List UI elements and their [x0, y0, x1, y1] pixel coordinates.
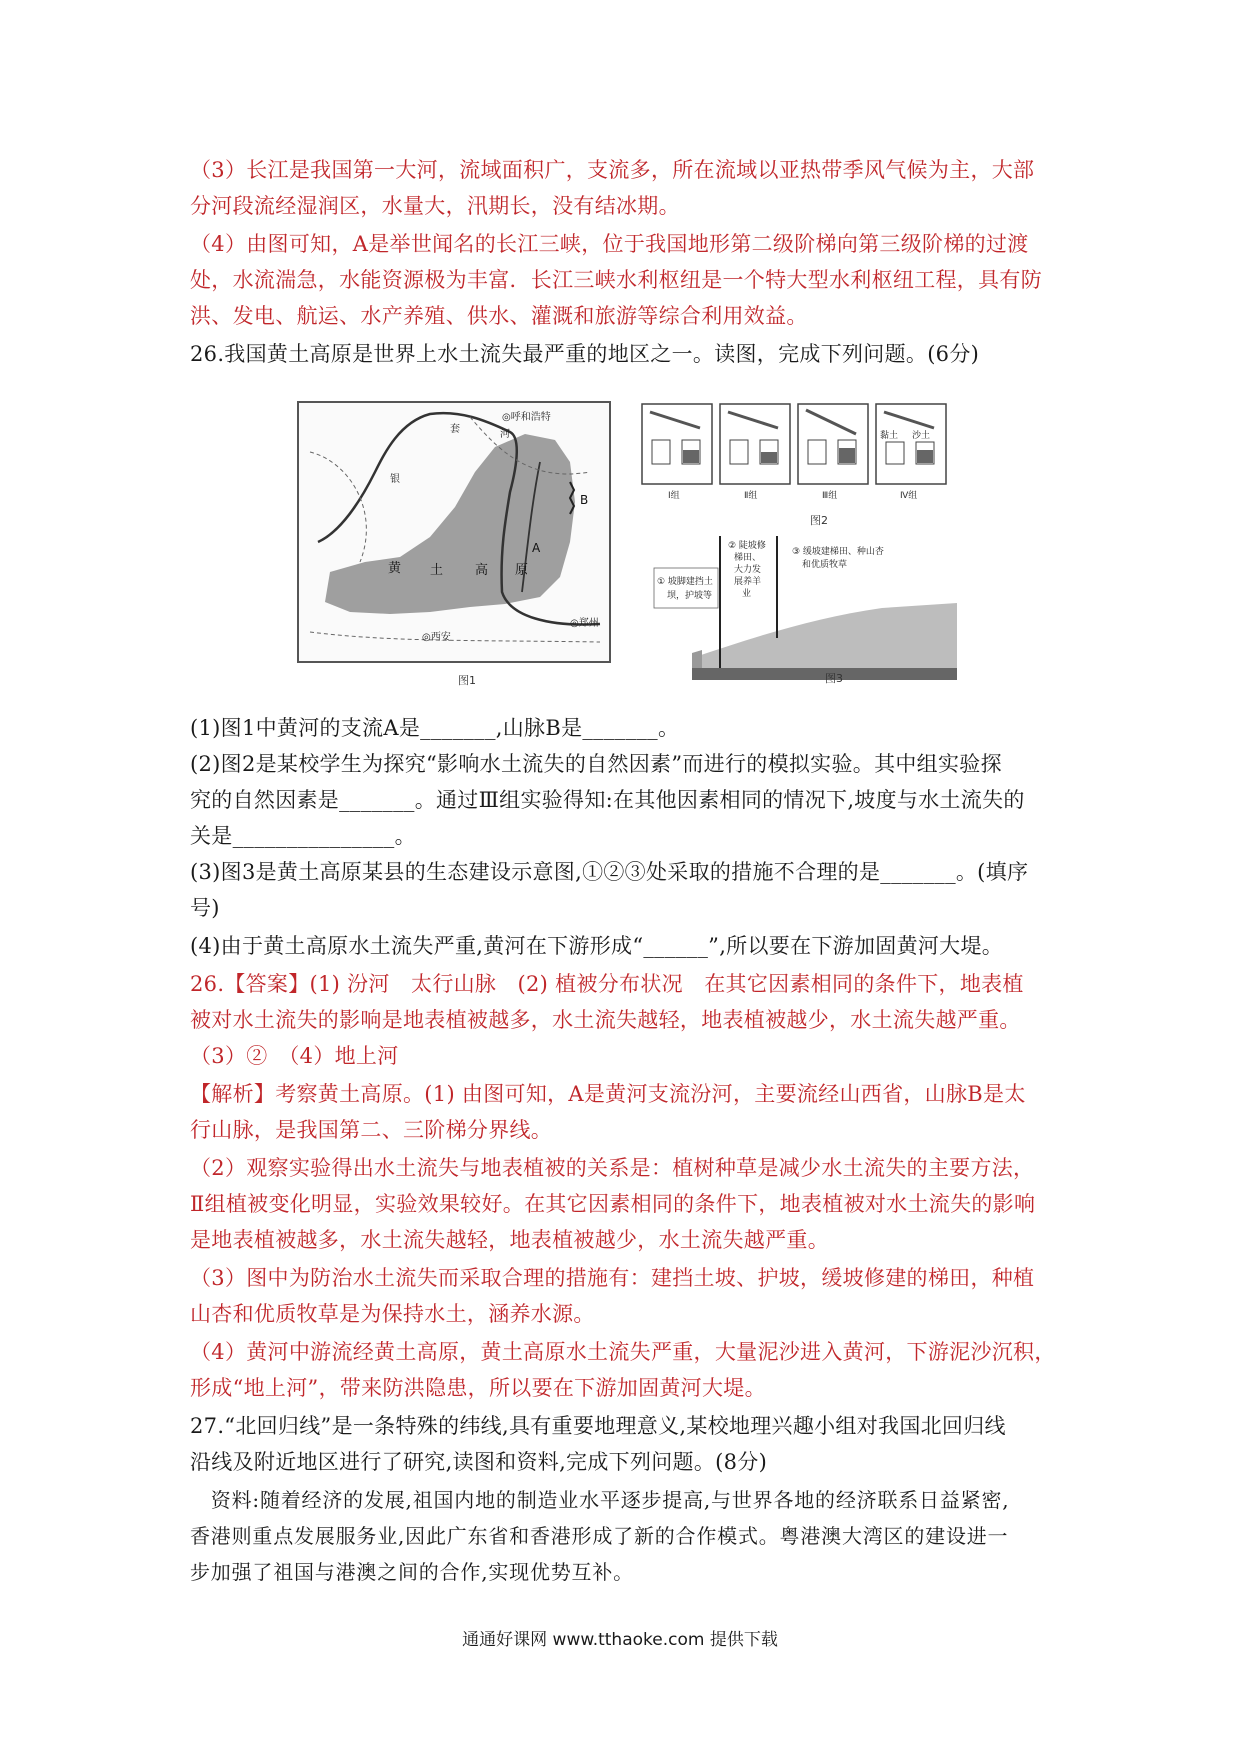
group-label: Ⅱ组	[744, 491, 758, 501]
measure-1-line: 坝，护坡等	[667, 591, 713, 601]
label-sand: 沙土	[912, 431, 931, 441]
analysis-26: Ⅱ组植被变化明显，实验效果较好。在其它因素相同的条件下，地表植被对水土流失的影响	[190, 1192, 1036, 1216]
question-26-2: 究的自然因素是_______。通过Ⅲ组实验得知:在其他因素相同的情况下,坡度与水土流失的	[190, 788, 1025, 812]
analysis-26: 行山脉，是我国第二、三阶梯分界线。	[190, 1118, 553, 1142]
group-1-setup	[642, 404, 712, 484]
map-label-yin: 银	[390, 474, 400, 485]
material-text: 香港则重点发展服务业,因此广东省和香港形成了新的合作模式。粤港澳大湾区的建设进一	[190, 1524, 1009, 1548]
question-27-stem: 沿线及附近地区进行了研究,读图和资料,完成下列问题。(8分)	[190, 1450, 768, 1474]
map-label-tao: 套	[450, 424, 460, 435]
analysis-26: 【解析】考察黄土高原。(1) 由图可知，A是黄河支流汾河，主要流经山西省，山脉B是太	[190, 1082, 1026, 1106]
label-clay: 黏土	[880, 431, 899, 441]
answer-26: （3）② （4）地上河	[190, 1044, 399, 1068]
loess-plateau-map	[270, 392, 620, 692]
measure-1-line: ① 坡脚建挡土	[657, 577, 713, 587]
group-label: Ⅲ组	[822, 491, 838, 501]
question-26-stem: 26.我国黄土高原是世界上水土流失最严重的地区之一。读图，完成下列问题。(6分)	[190, 342, 980, 366]
map-label-a: A	[532, 541, 541, 555]
map-label-yuan: 原	[515, 563, 529, 578]
figure-1-map	[270, 392, 620, 692]
answer-26: 26.【答案】(1) 汾河 太行山脉 (2) 植被分布状况 在其它因素相同的条件下，地表植	[190, 972, 1024, 996]
figure-2-caption: 图2	[810, 514, 828, 527]
text-line: 分河段流经湿润区，水量大，汛期长，没有结冰期。	[190, 194, 680, 218]
measure-2-line: 展养羊	[734, 577, 762, 587]
material-text: 步加强了祖国与港澳之间的合作,实现优势互补。	[190, 1560, 634, 1584]
analysis-26: 山杏和优质牧草是为保持水土，涵养水源。	[190, 1302, 595, 1326]
text-line: 处，水流湍急，水能资源极为丰富．长江三峡水利枢纽是一个特大型水利枢纽工程，具有防	[190, 268, 1042, 292]
measure-2-line: 业	[742, 589, 752, 599]
group-label: Ⅰ组	[668, 491, 680, 501]
city-label-zhengzhou: ◎郑州	[570, 618, 599, 629]
text-line: 洪、发电、航运、水产养殖、供水、灌溉和旅游等综合利用效益。	[190, 304, 808, 328]
group-2-setup	[720, 404, 790, 484]
analysis-26: （3）图中为防治水土流失而采取合理的措施有：建挡土坡、护坡，缓坡修建的梯田，种植	[190, 1266, 1035, 1290]
city-label-xian: ◎西安	[422, 632, 451, 643]
analysis-26: （2）观察实验得出水土流失与地表植被的关系是：植树种草是减少水土流失的主要方法，	[190, 1156, 1035, 1180]
analysis-26: 是地表植被越多，水土流失越轻，地表植被越少，水土流失越严重。	[190, 1228, 829, 1252]
measure-2-line: 梯田、	[734, 553, 762, 563]
measure-2-line: ② 陡坡修	[728, 541, 766, 551]
question-27-stem: 27.“北回归线”是一条特殊的纬线,具有重要地理意义,某校地理兴趣小组对我国北回归线	[190, 1414, 1006, 1438]
figure-2-experiment	[640, 400, 950, 505]
analysis-26: （4）黄河中游流经黄土高原，黄土高原水土流失严重，大量泥沙进入黄河，下游泥沙沉积，	[190, 1340, 1056, 1364]
question-26-3: (3)图3是黄土高原某县的生态建设示意图,①②③处采取的措施不合理的是_______。(填序	[190, 860, 1029, 884]
question-26-1: (1)图1中黄河的支流A是_______,山脉B是_______。	[190, 716, 680, 740]
group-label: Ⅳ组	[900, 491, 918, 501]
question-26-4: (4)由于黄土高原水土流失严重,黄河在下游形成“______”,所以要在下游加固黄河大堤。	[190, 934, 1004, 958]
experiment-diagram	[640, 400, 950, 505]
figure-3-ecology	[632, 528, 962, 688]
figure-1-caption: 图1	[458, 674, 476, 687]
text-line: （4）由图可知，A是举世闻名的长江三峡，位于我国地形第二级阶梯向第三级阶梯的过渡	[190, 232, 1029, 256]
measure-3-line: ③ 缓坡建梯田、种山杏	[792, 547, 884, 557]
question-26-2: (2)图2是某校学生为探究“影响水土流失的自然因素”而进行的模拟实验。其中组实验探	[190, 752, 1002, 776]
city-label-hohhot: ◎呼和浩特	[502, 412, 551, 423]
page-footer: 通通好课网 www.tthaoke.com 提供下载	[462, 1630, 778, 1650]
question-26-3: 号)	[190, 896, 220, 920]
slope-diagram	[632, 528, 962, 688]
measure-3-line: 和优质牧草	[802, 560, 848, 570]
material-text: 资料:随着经济的发展,祖国内地的制造业水平逐步提高,与世界各地的经济联系日益紧密,	[190, 1488, 1010, 1512]
group-4-setup	[876, 404, 946, 484]
measure-2-line: 大力发	[734, 565, 762, 575]
group-3-setup	[798, 404, 868, 484]
text-line: （3）长江是我国第一大河，流域面积广，支流多，所在流域以亚热带季风气候为主，大部	[190, 158, 1035, 182]
map-label-gao: 高	[475, 563, 489, 578]
map-label-tu: 土	[430, 563, 444, 578]
analysis-26: 形成“地上河”，带来防洪隐患，所以要在下游加固黄河大堤。	[190, 1376, 766, 1400]
map-label-b: B	[580, 493, 589, 507]
figure-3-caption: 图3	[825, 672, 843, 685]
answer-26: 被对水土流失的影响是地表植被越多，水土流失越轻，地表植被越少，水土流失越严重。	[190, 1008, 1021, 1032]
map-label-huang: 黄	[388, 561, 402, 576]
map-label-he: 河	[500, 429, 510, 440]
question-26-2: 关是_______________。	[190, 824, 416, 848]
